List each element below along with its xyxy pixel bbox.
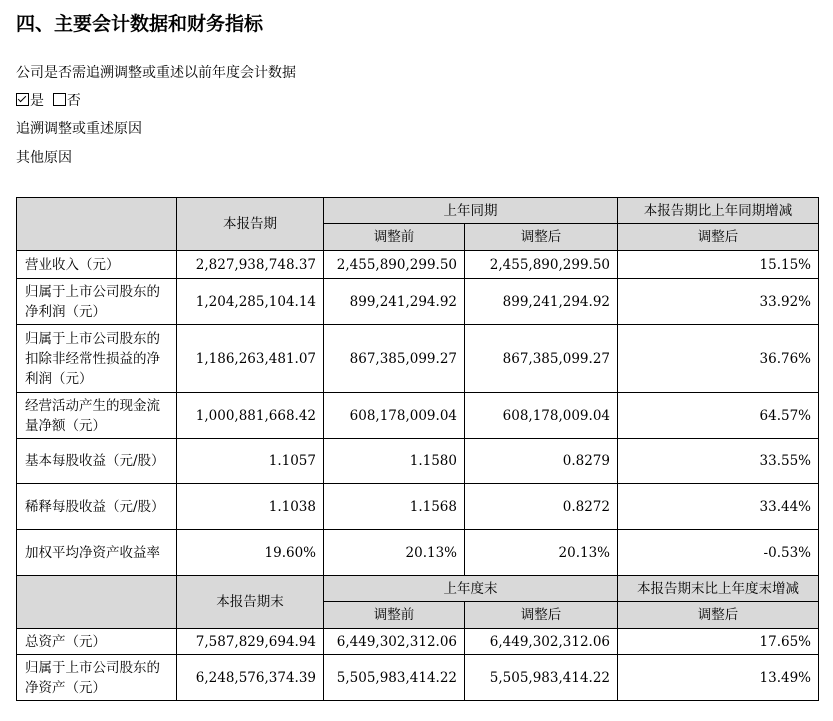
table-row: [17, 530, 819, 576]
restate-question: 公司是否需追溯调整或重述以前年度会计数据: [16, 65, 296, 81]
after-value: 0.8279: [465, 439, 618, 484]
row-label: 归属于上市公司股东的净资产（元）: [17, 655, 177, 701]
header-period-end: 本报告期末: [177, 576, 324, 629]
before-value: 20.13%: [324, 530, 465, 576]
after-value: 867,385,099.27: [465, 325, 618, 393]
header-change: 本报告期末比上年度末增减: [618, 576, 819, 602]
header-before-adjust: 调整前: [324, 224, 465, 251]
yes-label: 是: [30, 93, 44, 109]
after-value: 5,505,983,414.22: [465, 655, 618, 701]
header-change: 本报告期比上年同期增减: [618, 198, 819, 224]
after-value: 608,178,009.04: [465, 393, 618, 439]
after-value: 2,455,890,299.50: [465, 251, 618, 279]
before-value: 1.1580: [324, 439, 465, 484]
after-value: 6,449,302,312.06: [465, 629, 618, 655]
yes-checkbox[interactable]: [16, 93, 29, 106]
financial-indicators-table: [16, 197, 819, 701]
current-value: 1.1038: [177, 484, 324, 530]
row-label: 稀释每股收益（元/股）: [17, 484, 177, 530]
current-value: 19.60%: [177, 530, 324, 576]
current-value: 1,000,881,668.42: [177, 393, 324, 439]
no-label: 否: [66, 93, 81, 109]
before-value: 867,385,099.27: [324, 325, 465, 393]
current-value: 6,248,576,374.39: [177, 655, 324, 701]
reason-label: 追溯调整或重述原因: [16, 121, 142, 137]
after-value: 0.8272: [465, 484, 618, 530]
header-prior-year-end: 上年度末: [324, 576, 618, 602]
no-checkbox[interactable]: [53, 93, 66, 106]
header-blank: [17, 198, 177, 251]
table-row: [17, 279, 819, 325]
header-after-adjust: 调整后: [465, 224, 618, 251]
header-current-period: 本报告期: [177, 198, 324, 251]
table1-header-row: [17, 198, 819, 224]
header-blank: [17, 576, 177, 629]
table-row: [17, 251, 819, 279]
before-value: 608,178,009.04: [324, 393, 465, 439]
header-change-after-adjust: 调整后: [618, 224, 819, 251]
section-title: 四、主要会计数据和财务指标: [16, 13, 264, 35]
header-after-adjust: 调整后: [465, 602, 618, 629]
table-row: [17, 439, 819, 484]
change-value: 17.65%: [618, 629, 819, 655]
current-value: 1,204,285,104.14: [177, 279, 324, 325]
change-value: 33.92%: [618, 279, 819, 325]
change-value: 13.49%: [618, 655, 819, 701]
row-label: 加权平均净资产收益率: [17, 530, 177, 576]
row-label: 总资产（元）: [17, 629, 177, 655]
header-prior-period: 上年同期: [324, 198, 618, 224]
row-label: 归属于上市公司股东的净利润（元）: [17, 279, 177, 325]
before-value: 5,505,983,414.22: [324, 655, 465, 701]
before-value: 2,455,890,299.50: [324, 251, 465, 279]
current-value: 1,186,263,481.07: [177, 325, 324, 393]
change-value: 15.15%: [618, 251, 819, 279]
other-reason-label: 其他原因: [16, 150, 72, 166]
change-value: 36.76%: [618, 325, 819, 393]
row-label: 基本每股收益（元/股）: [17, 439, 177, 484]
change-value: 33.44%: [618, 484, 819, 530]
table-row: [17, 393, 819, 439]
before-value: 899,241,294.92: [324, 279, 465, 325]
current-value: 7,587,829,694.94: [177, 629, 324, 655]
row-label: 营业收入（元）: [17, 251, 177, 279]
before-value: 1.1568: [324, 484, 465, 530]
table-row: [17, 655, 819, 701]
change-value: 64.57%: [618, 393, 819, 439]
row-label: 归属于上市公司股东的扣除非经常性损益的净利润（元）: [17, 325, 177, 393]
table-row: [17, 629, 819, 655]
change-value: 33.55%: [618, 439, 819, 484]
restate-options: [16, 91, 81, 111]
header-before-adjust: 调整前: [324, 602, 465, 629]
table-row: [17, 484, 819, 530]
row-label: 经营活动产生的现金流量净额（元）: [17, 393, 177, 439]
before-value: 6,449,302,312.06: [324, 629, 465, 655]
after-value: 20.13%: [465, 530, 618, 576]
after-value: 899,241,294.92: [465, 279, 618, 325]
header-change-after-adjust: 调整后: [618, 602, 819, 629]
table2-header-row: [17, 576, 819, 602]
current-value: 2,827,938,748.37: [177, 251, 324, 279]
table-row: [17, 325, 819, 393]
current-value: 1.1057: [177, 439, 324, 484]
change-value: -0.53%: [618, 530, 819, 576]
